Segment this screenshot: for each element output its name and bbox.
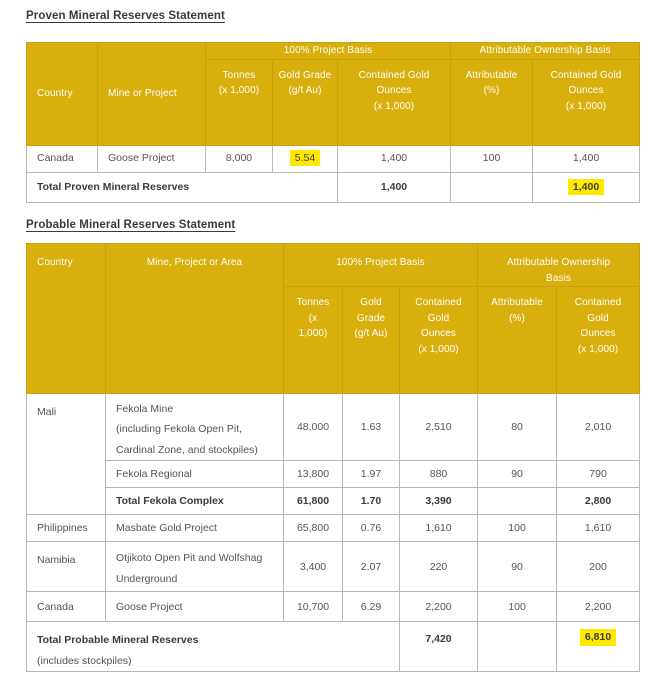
probable-reserves-table [26,243,640,672]
probable-subtotal-contained-ounces: 3,390 [400,488,478,515]
otjikoto-line1: Otjikoto Open Pit and Wolfshag [116,552,263,565]
probable-header-tonnes-line1: Tonnes [296,297,330,308]
proven-header-attr-contained-line2: Ounces [568,85,604,96]
table-row [27,394,640,461]
probable-total-attributable [478,622,557,672]
probable-subtotal-tonnes: 61,800 [284,488,343,515]
probable-cell-attr-contained-ounces: 2,200 [557,592,640,622]
probable-cell-tonnes: 3,400 [284,542,343,592]
proven-header-attributable-line1: Attributable [465,69,518,81]
proven-header-row-1 [27,43,640,60]
proven-header-attributable-line2: (%) [483,85,500,96]
probable-header-country: Country [27,244,106,394]
proven-cell-attr-contained-ounces: 1,400 [533,145,640,172]
probable-cell-contained-ounces: 2,510 [400,394,478,461]
probable-header-contained-line2: Gold [427,312,450,324]
probable-subtotal-row-fekola [27,488,640,515]
table-row [27,461,640,488]
probable-cell-mine-otjikoto [106,542,284,592]
highlight-gold-grade: 5.54 [290,150,320,166]
probable-cell-mine-fekola-regional: Fekola Regional [106,461,284,488]
otjikoto-line2: Underground [116,572,178,585]
table-row [27,542,640,592]
probable-cell-mine-goose: Goose Project [106,592,284,622]
probable-subtotal-attr-contained-ounces: 2,800 [557,488,640,515]
probable-cell-gold-grade: 0.76 [343,515,400,542]
probable-subtotal-attributable [478,488,557,515]
probable-cell-gold-grade: 2.07 [343,542,400,592]
proven-header-contained-line3: (x 1,000) [373,100,415,112]
table-row [27,515,640,542]
table-row [27,592,640,622]
probable-header-contained-line1: Contained [415,297,462,308]
proven-total-label: Total Proven Mineral Reserves [27,172,338,202]
probable-cell-mine-masbate: Masbate Gold Project [106,515,284,542]
highlight-probable-total-attr-ounces: 6,810 [580,629,616,645]
proven-total-attributable [451,172,533,202]
probable-header-group-100-project-basis: 100% Project Basis [284,244,478,287]
probable-cell-mine-fekola-mine [106,394,284,461]
probable-reserves-title: Probable Mineral Reserves Statement [26,219,236,231]
probable-subtotal-gold-grade: 1.70 [343,488,400,515]
probable-cell-gold-grade: 1.97 [343,461,400,488]
probable-header-attr-contained-line2: Gold [587,312,609,324]
proven-header-group-attributable-ownership-basis: Attributable Ownership Basis [451,43,640,60]
proven-header-gold-grade [273,59,338,145]
probable-cell-country-mali: Mali [27,394,106,515]
proven-reserves-table [26,42,640,203]
proven-cell-tonnes: 8,000 [206,145,273,172]
proven-cell-gold-grade [273,145,338,172]
probable-cell-contained-ounces: 220 [400,542,478,592]
probable-cell-attr-contained-ounces: 200 [557,542,640,592]
probable-cell-attr-contained-ounces: 2,010 [557,394,640,461]
proven-header-contained-gold-ounces [338,59,451,145]
probable-header-tonnes-line3: 1,000) [298,328,328,339]
probable-cell-gold-grade: 6.29 [343,592,400,622]
proven-total-attr-contained-ounces [533,172,640,202]
probable-header-contained-line3: Ounces [420,328,457,339]
probable-cell-gold-grade: 1.63 [343,394,400,461]
probable-header-attributable-percent [478,287,557,394]
probable-cell-country-philippines: Philippines [27,515,106,542]
probable-total-contained-ounces: 7,420 [400,622,478,672]
proven-cell-contained-ounces: 1,400 [338,145,451,172]
probable-header-attr-contained-line1: Contained [574,297,622,308]
probable-header-tonnes-line2: (x [308,312,318,324]
probable-cell-contained-ounces: 1,610 [400,515,478,542]
probable-total-attr-contained-ounces [557,622,640,672]
proven-header-grade-line1: Gold Grade [278,69,332,81]
proven-header-attributable-percent [451,59,533,145]
highlight-proven-total-attr-ounces: 1,400 [568,179,604,195]
probable-header-tonnes [284,287,343,394]
probable-header-gold-grade [343,287,400,394]
probable-header-contained-line4: (x 1,000) [418,343,459,355]
proven-header-attr-contained-line3: (x 1,000) [565,100,607,112]
probable-cell-country-canada: Canada [27,592,106,622]
probable-cell-attributable: 90 [478,542,557,592]
proven-cell-mine: Goose Project [98,145,206,172]
proven-header-attr-contained-line1: Contained Gold [550,69,622,81]
fekola-mine-line3: Cardinal Zone, and stockpiles) [116,443,258,456]
probable-table-head [27,244,640,394]
probable-cell-attributable: 80 [478,394,557,461]
proven-cell-country: Canada [27,145,98,172]
proven-total-row [27,172,640,202]
probable-header-attributable-line1: Attributable [491,297,543,308]
probable-cell-country-namibia: Namibia [27,542,106,592]
proven-header-country: Country [27,43,98,146]
probable-total-label [27,622,400,672]
proven-reserves-title: Proven Mineral Reserves Statement [26,10,225,22]
probable-total-row [27,622,640,672]
probable-cell-attr-contained-ounces: 790 [557,461,640,488]
probable-header-attr-contained-gold-ounces [557,287,640,394]
probable-header-attr-contained-line4: (x 1,000) [577,343,619,355]
probable-header-grade-line1: Gold [360,297,382,308]
probable-cell-attributable: 100 [478,515,557,542]
probable-header-grade-line2: Grade [356,312,386,324]
proven-cell-attributable: 100 [451,145,533,172]
probable-table-body [27,394,640,672]
proven-header-tonnes [206,59,273,145]
table-row [27,145,640,172]
probable-cell-tonnes: 13,800 [284,461,343,488]
probable-cell-tonnes: 10,700 [284,592,343,622]
proven-table-head [27,43,640,146]
probable-cell-attr-contained-ounces: 1,610 [557,515,640,542]
probable-total-label-line1: Total Probable Mineral Reserves [37,634,199,647]
probable-header-grade-line3: (g/t Au) [354,328,388,339]
proven-table-body [27,145,640,202]
probable-header-group-attr-line1: Attributable Ownership [506,257,611,268]
proven-header-tonnes-line1: Tonnes [222,69,256,81]
proven-header-grade-line2: (g/t Au) [288,85,322,96]
probable-header-group-attributable-ownership-basis [478,244,640,287]
fekola-mine-line1: Fekola Mine [116,403,174,415]
proven-total-contained-ounces: 1,400 [338,172,451,202]
probable-header-row-1 [27,244,640,287]
probable-header-attr-contained-line3: Ounces [580,328,616,339]
probable-total-label-line2: (includes stockpiles) [37,654,132,667]
proven-header-tonnes-line2: (x 1,000) [218,85,260,96]
probable-cell-tonnes: 65,800 [284,515,343,542]
proven-header-mine: Mine or Project [98,43,206,146]
probable-cell-contained-ounces: 2,200 [400,592,478,622]
proven-header-attr-contained-gold-ounces [533,59,640,145]
proven-header-group-100-project-basis: 100% Project Basis [206,43,451,60]
proven-header-contained-line2: Ounces [376,85,412,96]
probable-header-contained-gold-ounces [400,287,478,394]
probable-cell-contained-ounces: 880 [400,461,478,488]
probable-header-mine: Mine, Project or Area [106,244,284,394]
probable-subtotal-label-fekola: Total Fekola Complex [106,488,284,515]
probable-header-attributable-line2: (%) [509,312,525,324]
probable-cell-tonnes: 48,000 [284,394,343,461]
probable-cell-attributable: 100 [478,592,557,622]
probable-cell-attributable: 90 [478,461,557,488]
fekola-mine-line2: (including Fekola Open Pit, [116,423,243,436]
probable-header-group-attr-line2: Basis [546,272,571,284]
proven-header-contained-line1: Contained Gold [358,69,430,81]
